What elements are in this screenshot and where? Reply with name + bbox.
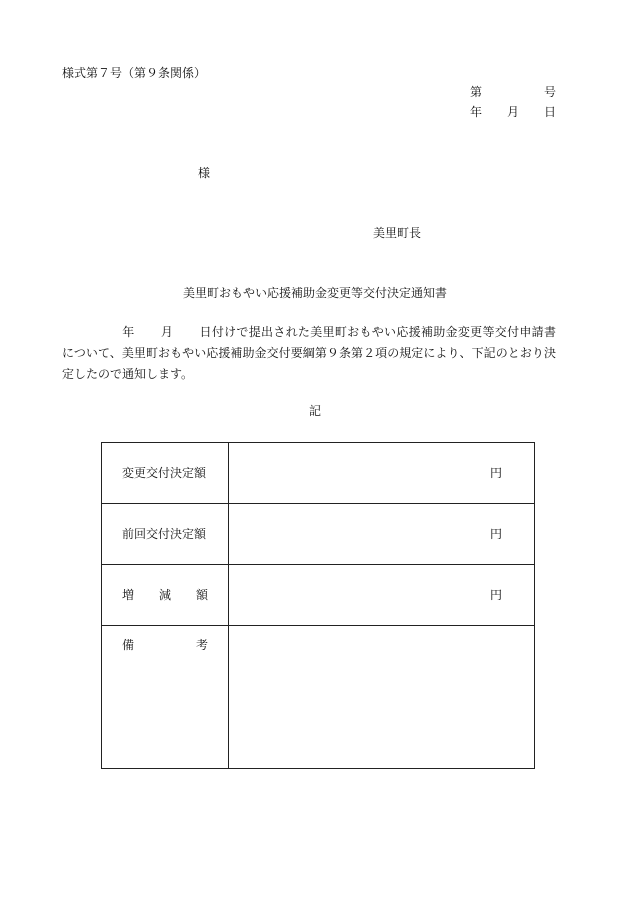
document-number-line: [470, 86, 556, 98]
body-year-label: 年: [122, 325, 135, 339]
row-label-char: 減: [158, 588, 171, 602]
row-label-char: 備: [122, 638, 135, 652]
addressee-honorific: 様: [198, 166, 211, 180]
label-cell: [102, 504, 229, 565]
unit-yen: 円: [489, 588, 502, 602]
date-day-label: 日: [543, 105, 556, 119]
issuer-name: 美里町長: [373, 226, 422, 240]
row-label: 前回交付決定額: [122, 527, 207, 541]
document-title: 美里町おもやい応援補助金変更等交付決定通知書: [182, 286, 447, 300]
table-row: [102, 626, 535, 769]
row-label-char: 増: [122, 588, 135, 602]
table-row: [102, 565, 535, 626]
value-cell: [229, 443, 535, 504]
decision-table: [101, 442, 535, 769]
row-label-char: 考: [195, 638, 208, 652]
body-text: 日付けで提出された美里町おもやい応援補助金変更等交付申請書について、美里町おもやい応援補助金交付要綱第９条第２項の規定により、下記のとおり決定したので通知します。: [62, 325, 556, 381]
label-cell: [102, 443, 229, 504]
doc-number-prefix: 第: [470, 85, 483, 99]
date-month-label: 月: [506, 105, 519, 119]
ki-heading: 記: [308, 404, 321, 418]
doc-number-suffix: 号: [543, 85, 556, 99]
value-cell: [229, 504, 535, 565]
row-label: 変更交付決定額: [122, 466, 207, 480]
remarks-cell: [229, 626, 535, 769]
date-year-label: 年: [470, 105, 483, 119]
body-month-label: 月: [160, 325, 174, 339]
issue-date-line: [470, 106, 556, 118]
table-row: [102, 504, 535, 565]
table-row: [102, 443, 535, 504]
value-cell: [229, 565, 535, 626]
label-cell: [102, 626, 229, 769]
unit-yen: 円: [489, 466, 502, 480]
notice-body: [62, 322, 556, 385]
unit-yen: 円: [489, 527, 502, 541]
label-cell: [102, 565, 229, 626]
form-number: 様式第７号（第９条関係）: [62, 66, 207, 80]
row-label-char: 額: [195, 588, 208, 602]
